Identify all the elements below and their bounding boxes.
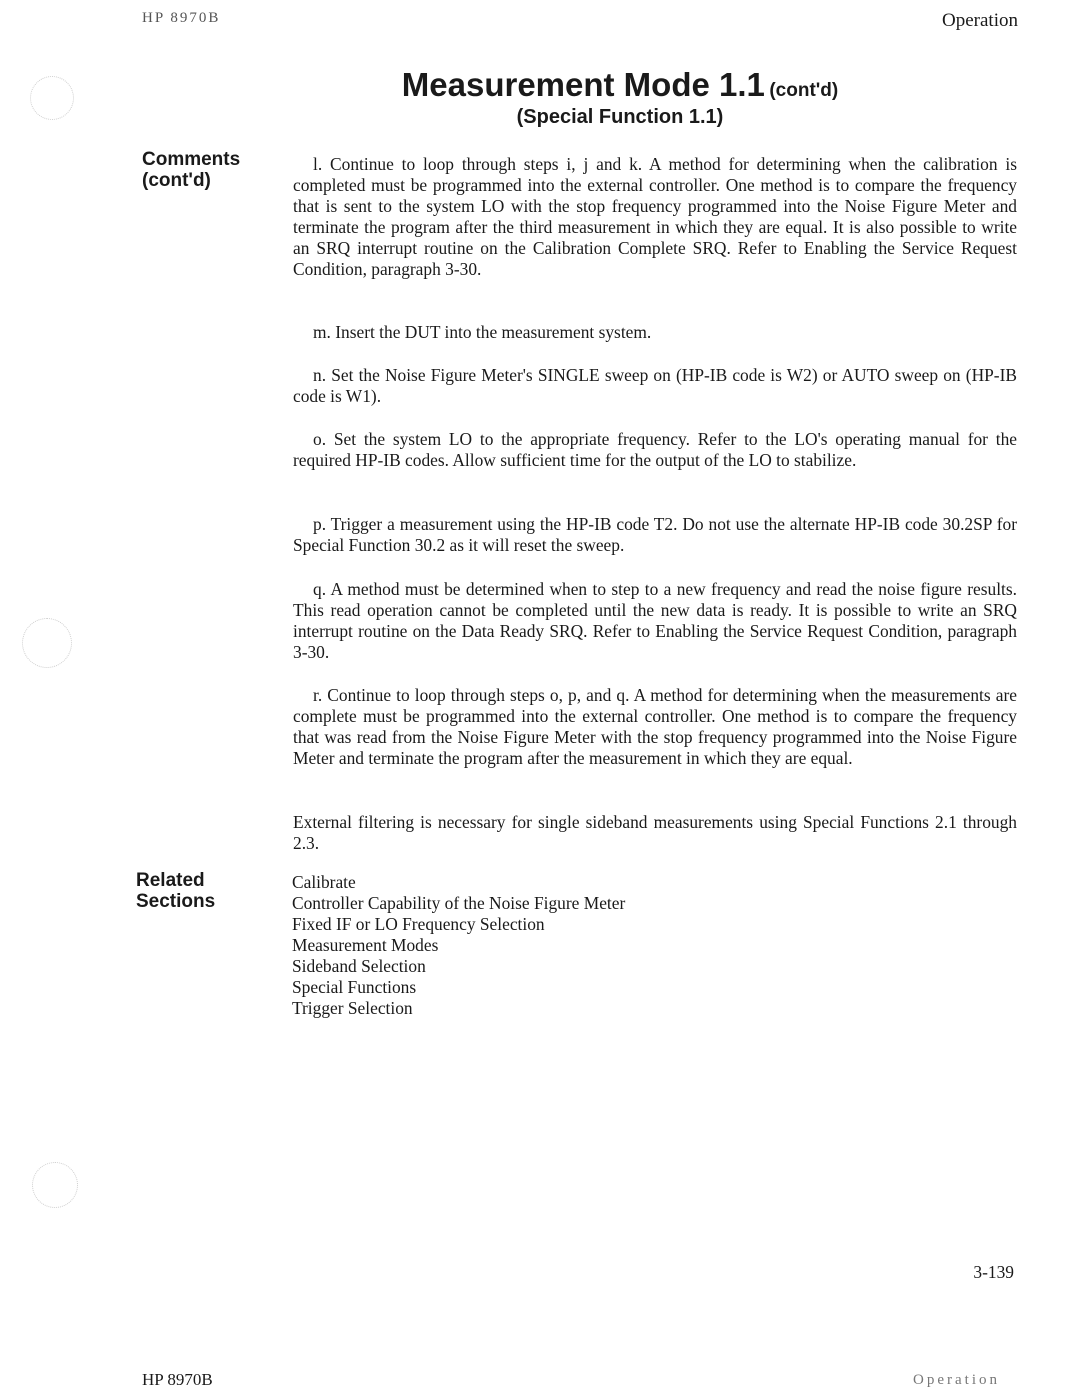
- related-heading-line1: Related: [136, 870, 205, 891]
- related-section-item: Special Functions: [292, 977, 417, 997]
- page-subtitle: (Special Function 1.1): [516, 106, 724, 128]
- related-heading-line2: Sections: [136, 891, 216, 912]
- step-r-paragraph: r. Continue to loop through steps o, p, and q. A method for determining when the measurements are complete must be programmed into the external controller. One method is to compare the frequency that was read from the Noise Figure Meter with the stop frequency programmed into the Noise Figure Meter and terminate the program after the measurement in which they are equal.: [293, 685, 1017, 768]
- related-section-item: Controller Capability of the Noise Figure Meter: [292, 893, 626, 913]
- running-header-model: HP 8970B: [142, 10, 221, 26]
- related-section-item: Calibrate: [292, 872, 356, 892]
- related-section-item: Sideband Selection: [292, 956, 426, 976]
- step-q-paragraph: q. A method must be determined when to step to a new frequency and read the noise figure results. This read operation cannot be completed until the new data is ready. It is possible to write an SRQ interrupt routine on the Data Ready SRQ. Refer to Enabling the Service Request Condition, paragraph 3-30.: [293, 579, 1017, 662]
- related-section-item: Measurement Modes: [292, 935, 439, 955]
- punch-hole-mark: [32, 1162, 78, 1208]
- page-number: 3-139: [973, 1262, 1014, 1282]
- title-main: Measurement Mode 1.1: [401, 66, 765, 103]
- title-continued: (cont'd): [769, 80, 839, 101]
- step-m-paragraph: m. Insert the DUT into the measurement system.: [313, 322, 652, 342]
- page-title: [0, 66, 1080, 104]
- related-section-item: Fixed IF or LO Frequency Selection: [292, 914, 545, 934]
- punch-hole-mark: [22, 618, 72, 668]
- step-n-paragraph: n. Set the Noise Figure Meter's SINGLE sweep on (HP-IB code is W2) or AUTO sweep on (HP-IB code is W1).: [293, 365, 1017, 406]
- external-filtering-note: External filtering is necessary for single sideband measurements using Special Functions 2.1 through 2.3.: [293, 812, 1017, 853]
- comments-heading-line1: Comments: [142, 149, 241, 170]
- related-sections-heading: [136, 870, 215, 912]
- step-o-paragraph: o. Set the system LO to the appropriate frequency. Refer to the LO's operating manual for the required HP-IB codes. Allow sufficient time for the output of the LO to stabilize.: [293, 429, 1017, 470]
- related-sections-list: [292, 872, 625, 1019]
- related-section-item: Trigger Selection: [292, 998, 413, 1018]
- footer-model: HP 8970B: [142, 1370, 213, 1389]
- step-p-paragraph: p. Trigger a measurement using the HP-IB code T2. Do not use the alternate HP-IB code 30.2SP for Special Function 30.2 as it will reset the sweep.: [293, 514, 1017, 555]
- comments-heading-line2: (cont'd): [142, 170, 211, 191]
- running-header-section: Operation: [942, 10, 1018, 31]
- step-l-paragraph: l. Continue to loop through steps i, j and k. A method for determining when the calibration is completed must be programmed into the external controller. One method is to compare the frequency that is sent to the system LO with the stop frequency programmed into the Noise Figure Meter and terminate the program after the third measurement in which they are equal. It is also possible to write an SRQ interrupt routine on the Calibration Complete SRQ. Refer to Enabling the Service Request Condition, paragraph 3-30.: [293, 154, 1017, 279]
- footer-section: Operation: [913, 1372, 1000, 1388]
- comments-heading: [142, 149, 240, 191]
